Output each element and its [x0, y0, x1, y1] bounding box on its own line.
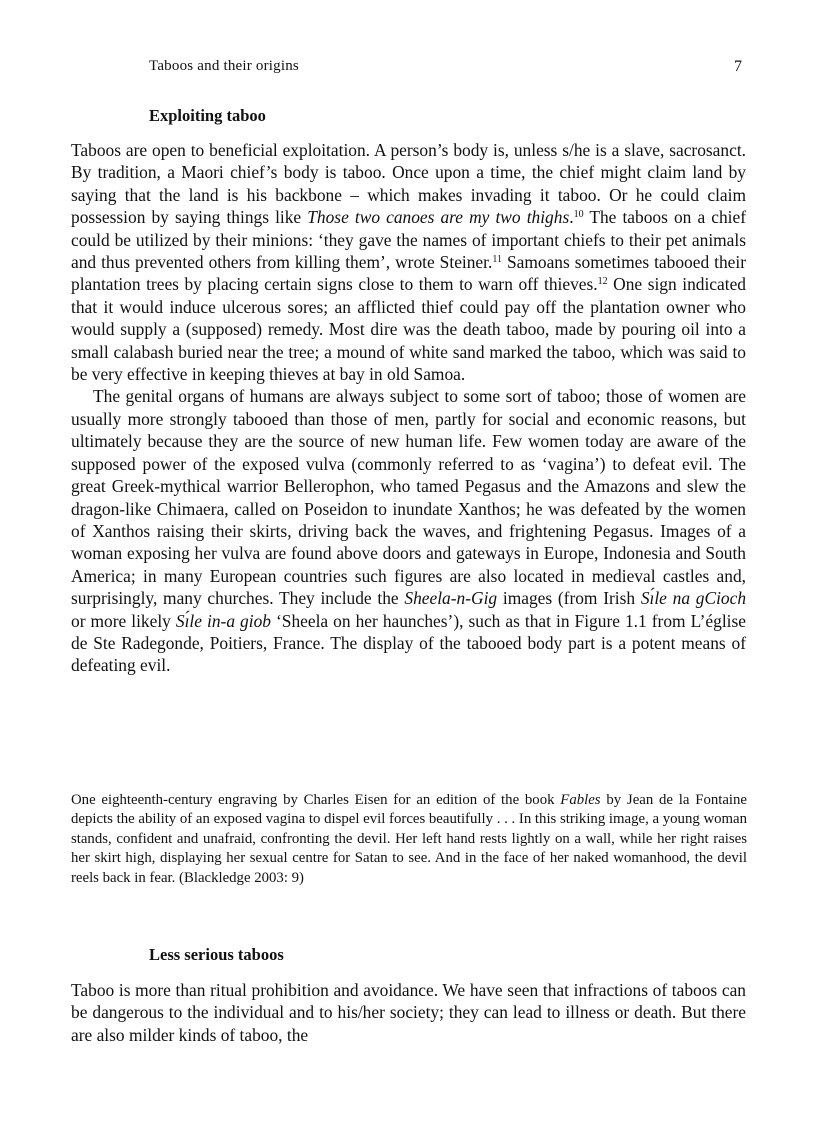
section-body-exploiting-taboo: [71, 139, 746, 677]
text-run: or more likely: [71, 610, 176, 631]
text-run: The genital organs of humans are always subject to some sort of taboo; those of women are usually more strongly tabooed than those of men, partly for social and economic reasons, but ultimately because they are the source of new human life. Few women today are aware of the supposed power of the exposed vulva (commonly referred to as ‘vagina’) to defeat evil. The great Greek-mythical warrior Bellerophon, who tamed Pegasus and the Amazons and slew the dragon-like Chimaera, called on Poseidon to inundate Xanthos; he was defeated by the women of Xanthos raising their skirts, driving back the waves, and frightening Pegasus. Images of a woman exposing her vulva are found above doors and gateways in Europe, Indonesia and South America; in many European countries such figures are also located in medieval castles and, surprisingly, many churches. They include the: [71, 386, 746, 609]
italic-phrase: Sheela-n-Gig: [404, 588, 498, 609]
italic-phrase: Sı́le in-a giob: [175, 610, 271, 631]
paragraph: [71, 139, 746, 385]
footnote-ref-12: 12: [597, 276, 608, 288]
text-run: Samoans sometimes tabooed their plantation trees by placing certain signs close to them to warn off thieves.: [71, 252, 746, 295]
block-quote: [71, 791, 747, 888]
text-run: The taboos on a chief could be utilized by their minions: ‘they gave the names of important chiefs to their pet animals and thus prevented others from killing them’, wrote Steiner.: [71, 207, 747, 273]
section-heading-exploiting-taboo: Exploiting taboo: [149, 106, 266, 125]
section-heading-less-serious-taboos: Less serious taboos: [149, 945, 284, 964]
paragraph: [71, 385, 746, 676]
page-number: 7: [734, 58, 742, 75]
text-run: by Jean de la Fontaine depicts the ability of an exposed vagina to dispel evil forces beautifully . . . In this striking image, a young woman stands, confident and unafraid, confronting the devil. Her left hand rests lightly on a wall, while her right raises her skirt high, displaying her sexual centre for Satan to see. And in the face of her naked womanhood, the devil reels back in fear. (Blackledge 2003: 9): [71, 792, 747, 886]
text-run: images (from Irish: [497, 588, 641, 609]
italic-phrase: Sı́le na gCioch: [640, 588, 747, 609]
text-run: One eighteenth-century engraving by Charles Eisen for an edition of the book: [71, 792, 561, 808]
text-run: ‘Sheela on her haunches’), such as that in Figure 1.1 from L’église de Ste Radegonde, Poitiers, France. The display of the tabooed body part is a potent means of defeating evil.: [71, 610, 746, 676]
footnote-ref-11: 11: [492, 254, 502, 266]
text-run: One sign indicated that it would induce ulcerous sores; an afflicted thief could pay off the plantation owner who would supply a (supposed) remedy. Most dire was the death taboo, made by pouring oil into a small calabash buried near the tree; a mound of white sand marked the taboo, which was said to be very effective in keeping thieves at bay in old Samoa.: [71, 274, 746, 385]
italic-phrase: Fables: [560, 792, 601, 808]
paragraph: Taboo is more than ritual prohibition and avoidance. We have seen that infractions of taboos can be dangerous to the individual and to his/her society; they can lead to illness or death. But there are also milder kinds of taboo, the: [71, 980, 746, 1045]
footnote-ref-10: 10: [573, 209, 584, 221]
text-run: Taboos are open to beneficial exploitation. A person’s body is, unless s/he is a slave, sacrosanct. By tradition, a Maori chief’s body is taboo. Once upon a time, the chief might claim land by saying that the land is his backbone – which makes invading it taboo. Or he could claim possession by saying things like: [71, 140, 746, 228]
text-run: .: [569, 207, 574, 228]
italic-phrase: Those two canoes are my two thighs: [307, 207, 570, 228]
running-head: Taboos and their origins: [149, 58, 299, 74]
section-body-less-serious-taboos: [71, 979, 746, 1046]
